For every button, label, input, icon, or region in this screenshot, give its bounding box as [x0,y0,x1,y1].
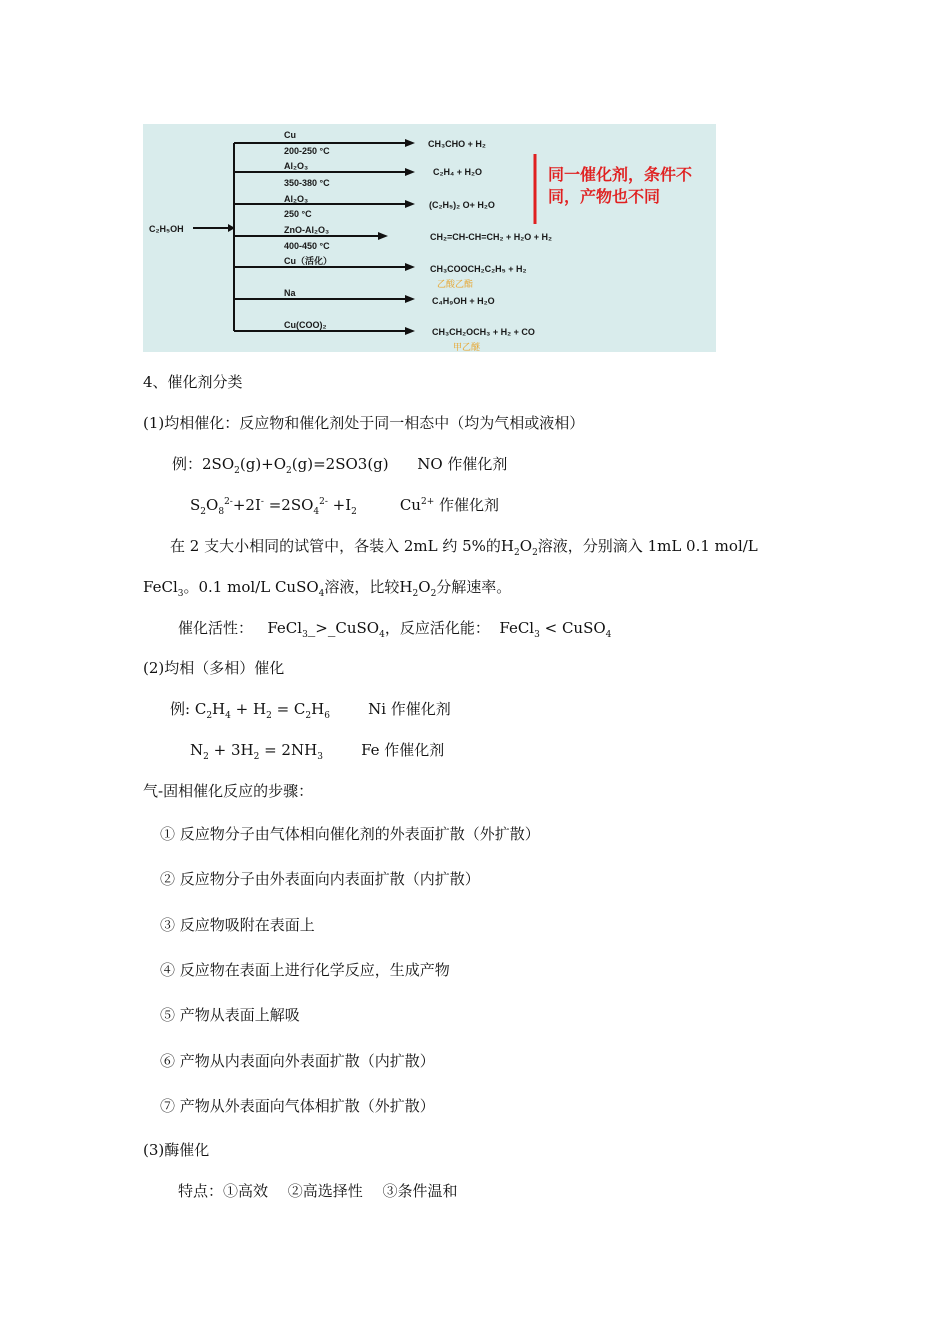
cond-temp-label: 200-250 °C [284,146,330,156]
cond-label: Cu(COO)₂ [284,320,327,330]
paragraph-homogeneous: (1)均相催化：反应物和催化剂处于同一相态中（均为气相或液相） [143,414,585,432]
cond-label: Al₂O₃ [284,161,309,171]
experiment-line-2: FeCl$_3$。0.1 mol/L CuSO$_4$溶液，比较$H_2O_2$分解速率。 [143,578,512,599]
product-label: CH₃CH₂OCH₃ + H₂ + CO [432,327,535,337]
step-item: ② 反应物分子由外表面向内表面扩散（内扩散） [160,870,480,888]
paragraph-multiphase: (2)均相（多相）催化 [143,659,285,677]
product-name-label: 甲乙醚 [453,342,481,352]
reactant-label: C₂H₅OH [149,224,184,234]
step-item: ⑥ 产物从内表面向外表面扩散（内扩散） [160,1052,435,1070]
activity-line: 催化活性： FeCl$_3$_>_CuSO$_4$，反应活化能： FeCl$_3$ < CuSO$_4$ [178,619,612,640]
cond-label: ZnO-Al₂O₃ [284,225,330,235]
example-4: $N_2 + 3H_2 = 2NH_3$ Fe 作催化剂 [190,741,445,762]
cond-label: Cu [284,130,296,140]
product-label: (C₂H₅)₂ O+ H₂O [429,200,495,210]
product-label: C₄H₉OH + H₂O [432,296,495,306]
cond-label: Na [284,288,296,298]
step-item: ① 反应物分子由气体相向催化剂的外表面扩散（外扩散） [160,825,540,843]
enzyme-features: 特点：①高效 ②高选择性 ③条件温和 [178,1182,458,1200]
cond-temp-label: 400-450 °C [284,241,330,251]
branch-arrows [234,139,415,335]
product-label: CH₃CHO + H₂ [428,139,486,149]
cond-label: Cu（活化） [284,256,332,266]
cond-temp-label: 350-380 °C [284,178,330,188]
paragraph-enzyme: (3)酶催化 [143,1141,210,1159]
cond-label: Al₂O₃ [284,194,309,204]
example-1: 例：$2SO_2(g)+O_2(g)=2SO3(g)$ NO 作催化剂 [172,455,508,476]
step-item: ⑦ 产物从外表面向气体相扩散（外扩散） [160,1097,435,1115]
step-item: ④ 反应物在表面上进行化学反应，生成产物 [160,961,450,979]
section-heading: 4、催化剂分类 [143,373,243,391]
product-name-label: 乙酸乙酯 [437,279,474,289]
product-label: CH₂=CH-CH=CH₂ + H₂O + H₂ [430,232,553,242]
red-note: 同一催化剂，条件不同，产物也不同 [548,165,693,206]
experiment-line-1: 在 2 支大小相同的试管中，各装入 2mL 约 5%的$H_2O_2$溶液，分别滴入 1mL 0.1 mol/L [170,537,758,558]
reaction-figure [143,124,716,352]
steps-title: 气-固相催化反应的步骤： [143,782,314,800]
cond-temp-label: 250 °C [284,209,312,219]
example-2: $S_2O_8^{2-}+2I^- =2SO_4^{2-} +I_2$ $Cu^{2+}$ 作催化剂 [190,496,500,517]
product-label: C₂H₄ + H₂O [433,167,483,177]
step-item: ③ 反应物吸附在表面上 [160,916,315,934]
step-item: ⑤ 产物从表面上解吸 [160,1006,300,1024]
example-3: 例: $C_2H_4 + H_2 = C_2H_6$ Ni 作催化剂 [170,700,451,721]
product-label: CH₃COOCH₂C₂H₅ + H₂ [430,264,527,274]
